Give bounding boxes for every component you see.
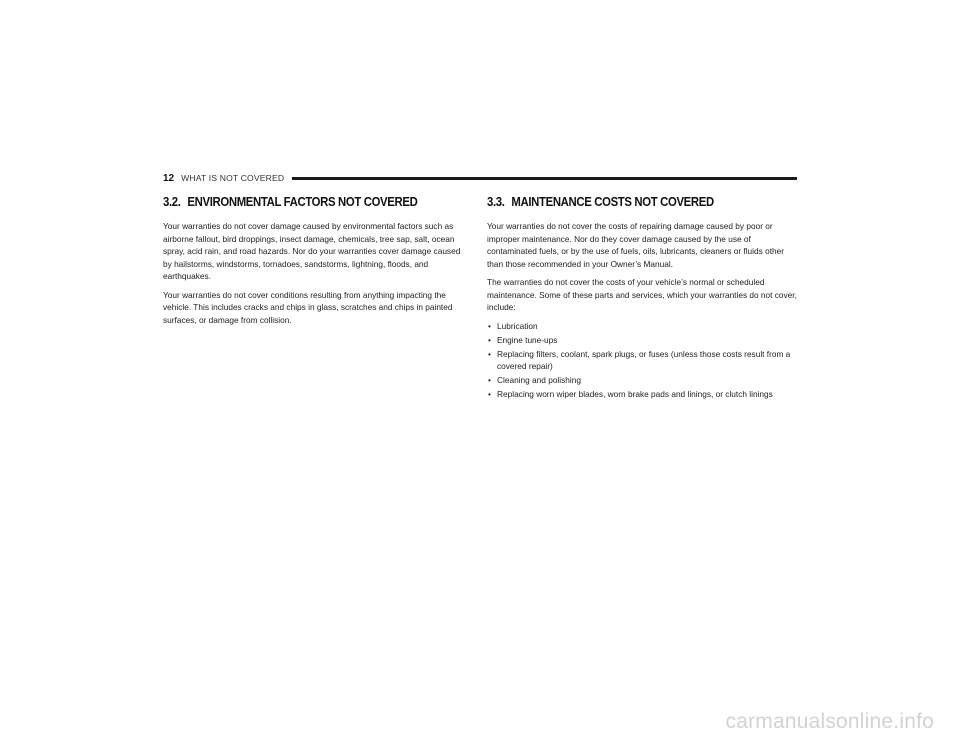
paragraph: Your warranties do not cover the costs of repairing damage caused by poor or improper maintenance. Nor do they cover damage caused by the use of contaminated fuels, or by the use of fuels, oils, lubricants, cleaners or fluids other than those recommended in your Owner’s Manual. — [487, 221, 784, 269]
bullet-icon: • — [488, 334, 491, 345]
paragraph: Your warranties do not cover conditions resulting from anything impacting the vehicle. This includes cracks and chips in glass, scratches and chips in painted surfaces, or damage from collision. — [163, 289, 453, 325]
list-item-text: Replacing worn wiper blades, worn brake pads and linings, or clutch linings — [497, 389, 773, 399]
list-item-text: Replacing filters, coolant, spark plugs, or fuses (unless those costs result from a covered repair) — [497, 348, 791, 371]
section-title: ENVIRONMENTAL FACTORS NOT COVERED — [187, 194, 418, 209]
header-rule — [292, 177, 797, 180]
bullet-icon: • — [488, 348, 491, 359]
list-item — [487, 320, 797, 333]
list-item-text: Engine tune-ups — [497, 334, 558, 345]
section-number: 3.3. — [487, 194, 505, 209]
right-column — [487, 193, 797, 402]
paragraph: Your warranties do not cover damage caused by environmental factors such as airborne fallout, bird droppings, insect damage, chemicals, tree sap, salt, ocean spray, acid rain, and road hazards. Nor do your warranties cover damage caused by hailstorms, windstorms, tornadoes, sandstorms, lightning, floods, and earthquakes. — [163, 221, 461, 281]
list-item — [487, 334, 797, 347]
page-number: 12 — [163, 172, 175, 184]
bullet-icon: • — [488, 389, 491, 399]
section-heading-environmental — [163, 193, 426, 211]
section-number: 3.2. — [163, 194, 181, 209]
paragraph: The warranties do not cover the costs of your vehicle’s normal or scheduled maintenance. Some of these parts and services, which your warranties do not cover, include: — [487, 277, 797, 312]
bullet-icon: • — [488, 320, 491, 331]
running-header-title: WHAT IS NOT COVERED — [181, 173, 285, 183]
list-item — [487, 388, 797, 401]
section-title: MAINTENANCE COSTS NOT COVERED — [511, 194, 714, 209]
bullet-icon: • — [488, 375, 491, 385]
list-item — [487, 348, 797, 373]
list-item-text: Cleaning and polishing — [497, 375, 581, 385]
watermark: carmanualsonline.info — [725, 710, 934, 733]
bullet-list — [487, 320, 797, 401]
list-item-text: Lubrication — [497, 320, 538, 331]
page-header — [163, 171, 797, 185]
list-item — [487, 374, 797, 387]
left-column — [163, 193, 469, 332]
section-heading-maintenance — [487, 193, 754, 211]
